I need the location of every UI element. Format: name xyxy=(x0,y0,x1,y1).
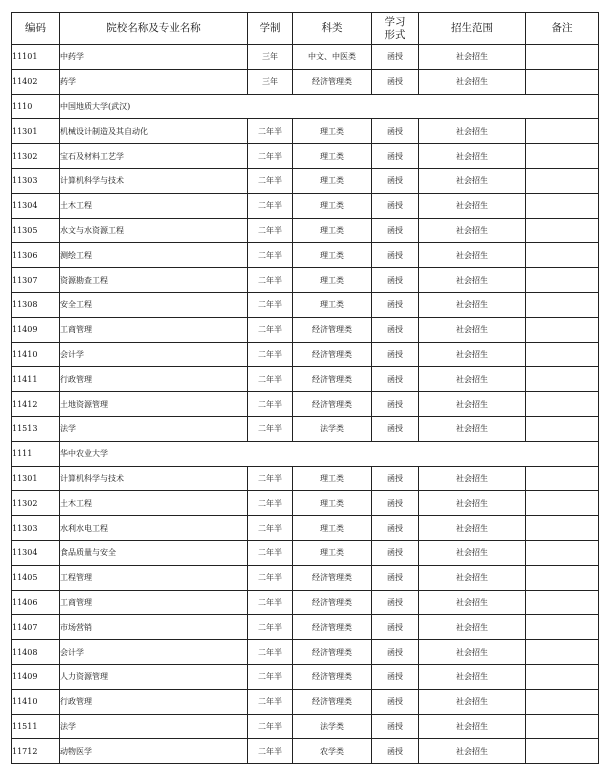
study-mode-cell: 函授 xyxy=(372,144,419,169)
table-row xyxy=(12,416,599,441)
major-code: 11409 xyxy=(12,317,60,342)
major-code: 11412 xyxy=(12,392,60,417)
category-cell: 理工类 xyxy=(293,193,372,218)
major-code: 11302 xyxy=(12,144,60,169)
major-code: 11303 xyxy=(12,168,60,193)
major-name: 土木工程 xyxy=(60,193,248,218)
duration-cell: 三年 xyxy=(248,69,293,94)
major-code: 11406 xyxy=(12,590,60,615)
scope-cell: 社会招生 xyxy=(419,590,526,615)
table-row xyxy=(12,664,599,689)
major-name: 行政管理 xyxy=(60,367,248,392)
remarks-cell xyxy=(526,218,599,243)
major-name: 会计学 xyxy=(60,342,248,367)
scope-cell: 社会招生 xyxy=(419,416,526,441)
study-mode-cell: 函授 xyxy=(372,243,419,268)
major-name: 法学 xyxy=(60,714,248,739)
table-row xyxy=(12,615,599,640)
study-mode-cell: 函授 xyxy=(372,664,419,689)
major-name: 计算机科学与技术 xyxy=(60,168,248,193)
major-code: 11305 xyxy=(12,218,60,243)
scope-cell: 社会招生 xyxy=(419,144,526,169)
header-code: 编码 xyxy=(12,13,60,45)
scope-cell: 社会招生 xyxy=(419,714,526,739)
remarks-cell xyxy=(526,392,599,417)
study-mode-cell: 函授 xyxy=(372,168,419,193)
study-mode-cell: 函授 xyxy=(372,119,419,144)
table-row xyxy=(12,317,599,342)
table-row xyxy=(12,565,599,590)
category-cell: 农学类 xyxy=(293,739,372,764)
duration-cell: 二年半 xyxy=(248,689,293,714)
remarks-cell xyxy=(526,292,599,317)
table-row xyxy=(12,739,599,764)
scope-cell: 社会招生 xyxy=(419,615,526,640)
remarks-cell xyxy=(526,119,599,144)
major-code: 11306 xyxy=(12,243,60,268)
duration-cell: 二年半 xyxy=(248,243,293,268)
major-name: 水文与水资源工程 xyxy=(60,218,248,243)
table-row xyxy=(12,689,599,714)
category-cell: 理工类 xyxy=(293,144,372,169)
duration-cell: 二年半 xyxy=(248,367,293,392)
scope-cell: 社会招生 xyxy=(419,516,526,541)
study-mode-cell: 函授 xyxy=(372,392,419,417)
study-mode-cell: 函授 xyxy=(372,416,419,441)
category-cell: 经济管理类 xyxy=(293,664,372,689)
major-code: 11303 xyxy=(12,516,60,541)
category-cell: 理工类 xyxy=(293,466,372,491)
table-row xyxy=(12,168,599,193)
major-code: 11513 xyxy=(12,416,60,441)
scope-cell: 社会招生 xyxy=(419,317,526,342)
scope-cell: 社会招生 xyxy=(419,45,526,70)
header-remarks: 备注 xyxy=(526,13,599,45)
remarks-cell xyxy=(526,416,599,441)
major-code: 11405 xyxy=(12,565,60,590)
table-row xyxy=(12,69,599,94)
remarks-cell xyxy=(526,516,599,541)
duration-cell: 二年半 xyxy=(248,193,293,218)
header-duration: 学制 xyxy=(248,13,293,45)
major-code: 11411 xyxy=(12,367,60,392)
remarks-cell xyxy=(526,144,599,169)
scope-cell: 社会招生 xyxy=(419,466,526,491)
table-row xyxy=(12,466,599,491)
major-name: 机械设计制造及其自动化 xyxy=(60,119,248,144)
major-name: 会计学 xyxy=(60,640,248,665)
remarks-cell xyxy=(526,689,599,714)
study-mode-cell: 函授 xyxy=(372,739,419,764)
header-study-mode-line2: 形式 xyxy=(384,28,406,41)
major-name: 计算机科学与技术 xyxy=(60,466,248,491)
table-row xyxy=(12,292,599,317)
category-cell: 理工类 xyxy=(293,119,372,144)
major-name: 法学 xyxy=(60,416,248,441)
duration-cell: 二年半 xyxy=(248,466,293,491)
study-mode-cell: 函授 xyxy=(372,268,419,293)
institution-row xyxy=(12,441,599,466)
table-row xyxy=(12,218,599,243)
study-mode-cell: 函授 xyxy=(372,540,419,565)
major-name: 土木工程 xyxy=(60,491,248,516)
major-code: 11307 xyxy=(12,268,60,293)
remarks-cell xyxy=(526,714,599,739)
duration-cell: 二年半 xyxy=(248,664,293,689)
category-cell: 理工类 xyxy=(293,540,372,565)
category-cell: 法学类 xyxy=(293,416,372,441)
major-name: 测绘工程 xyxy=(60,243,248,268)
scope-cell: 社会招生 xyxy=(419,69,526,94)
remarks-cell xyxy=(526,342,599,367)
major-code: 11308 xyxy=(12,292,60,317)
duration-cell: 二年半 xyxy=(248,268,293,293)
remarks-cell xyxy=(526,317,599,342)
institution-name: 华中农业大学 xyxy=(60,441,599,466)
study-mode-cell: 函授 xyxy=(372,466,419,491)
duration-cell: 二年半 xyxy=(248,714,293,739)
remarks-cell xyxy=(526,491,599,516)
major-code: 11410 xyxy=(12,689,60,714)
major-name: 食品质量与安全 xyxy=(60,540,248,565)
duration-cell: 二年半 xyxy=(248,516,293,541)
study-mode-cell: 函授 xyxy=(372,292,419,317)
table-row xyxy=(12,119,599,144)
duration-cell: 二年半 xyxy=(248,590,293,615)
category-cell: 经济管理类 xyxy=(293,367,372,392)
duration-cell: 二年半 xyxy=(248,317,293,342)
major-name: 中药学 xyxy=(60,45,248,70)
category-cell: 理工类 xyxy=(293,268,372,293)
category-cell: 经济管理类 xyxy=(293,590,372,615)
scope-cell: 社会招生 xyxy=(419,268,526,293)
study-mode-cell: 函授 xyxy=(372,714,419,739)
duration-cell: 二年半 xyxy=(248,416,293,441)
scope-cell: 社会招生 xyxy=(419,168,526,193)
major-name: 工商管理 xyxy=(60,317,248,342)
table-row xyxy=(12,144,599,169)
duration-cell: 三年 xyxy=(248,45,293,70)
remarks-cell xyxy=(526,69,599,94)
category-cell: 理工类 xyxy=(293,516,372,541)
duration-cell: 二年半 xyxy=(248,342,293,367)
duration-cell: 二年半 xyxy=(248,739,293,764)
category-cell: 经济管理类 xyxy=(293,392,372,417)
duration-cell: 二年半 xyxy=(248,615,293,640)
institution-name: 中国地质大学(武汉) xyxy=(60,94,599,119)
table-row xyxy=(12,491,599,516)
category-cell: 中文、中医类 xyxy=(293,45,372,70)
study-mode-cell: 函授 xyxy=(372,565,419,590)
study-mode-cell: 函授 xyxy=(372,342,419,367)
major-name: 宝石及材料工艺学 xyxy=(60,144,248,169)
institution-code: 1110 xyxy=(12,94,60,119)
table-row xyxy=(12,590,599,615)
remarks-cell xyxy=(526,45,599,70)
scope-cell: 社会招生 xyxy=(419,119,526,144)
category-cell: 理工类 xyxy=(293,218,372,243)
major-code: 11301 xyxy=(12,119,60,144)
study-mode-cell: 函授 xyxy=(372,69,419,94)
remarks-cell xyxy=(526,168,599,193)
table-row xyxy=(12,516,599,541)
table-row xyxy=(12,193,599,218)
header-category: 科类 xyxy=(293,13,372,45)
scope-cell: 社会招生 xyxy=(419,218,526,243)
remarks-cell xyxy=(526,540,599,565)
category-cell: 经济管理类 xyxy=(293,640,372,665)
scope-cell: 社会招生 xyxy=(419,739,526,764)
major-code: 11304 xyxy=(12,540,60,565)
table-row xyxy=(12,243,599,268)
header-study-mode xyxy=(372,13,419,45)
category-cell: 经济管理类 xyxy=(293,615,372,640)
institution-row xyxy=(12,94,599,119)
major-code: 11301 xyxy=(12,466,60,491)
duration-cell: 二年半 xyxy=(248,168,293,193)
category-cell: 经济管理类 xyxy=(293,317,372,342)
major-name: 资源勘查工程 xyxy=(60,268,248,293)
duration-cell: 二年半 xyxy=(248,540,293,565)
remarks-cell xyxy=(526,268,599,293)
study-mode-cell: 函授 xyxy=(372,590,419,615)
remarks-cell xyxy=(526,615,599,640)
table-row xyxy=(12,342,599,367)
duration-cell: 二年半 xyxy=(248,292,293,317)
duration-cell: 二年半 xyxy=(248,565,293,590)
duration-cell: 二年半 xyxy=(248,218,293,243)
major-name: 动物医学 xyxy=(60,739,248,764)
category-cell: 理工类 xyxy=(293,491,372,516)
study-mode-cell: 函授 xyxy=(372,491,419,516)
major-name: 安全工程 xyxy=(60,292,248,317)
scope-cell: 社会招生 xyxy=(419,640,526,665)
enrollment-table xyxy=(11,12,599,764)
major-name: 水利水电工程 xyxy=(60,516,248,541)
major-code: 11712 xyxy=(12,739,60,764)
category-cell: 法学类 xyxy=(293,714,372,739)
major-code: 11511 xyxy=(12,714,60,739)
scope-cell: 社会招生 xyxy=(419,392,526,417)
major-code: 11410 xyxy=(12,342,60,367)
table-row xyxy=(12,45,599,70)
category-cell: 经济管理类 xyxy=(293,69,372,94)
duration-cell: 二年半 xyxy=(248,491,293,516)
header-name: 院校名称及专业名称 xyxy=(60,13,248,45)
category-cell: 理工类 xyxy=(293,292,372,317)
major-name: 工商管理 xyxy=(60,590,248,615)
header-row xyxy=(12,13,599,45)
table-row xyxy=(12,640,599,665)
scope-cell: 社会招生 xyxy=(419,367,526,392)
institution-code: 1111 xyxy=(12,441,60,466)
duration-cell: 二年半 xyxy=(248,392,293,417)
scope-cell: 社会招生 xyxy=(419,243,526,268)
scope-cell: 社会招生 xyxy=(419,491,526,516)
major-code: 11407 xyxy=(12,615,60,640)
scope-cell: 社会招生 xyxy=(419,664,526,689)
remarks-cell xyxy=(526,466,599,491)
duration-cell: 二年半 xyxy=(248,119,293,144)
major-name: 行政管理 xyxy=(60,689,248,714)
scope-cell: 社会招生 xyxy=(419,193,526,218)
scope-cell: 社会招生 xyxy=(419,342,526,367)
remarks-cell xyxy=(526,590,599,615)
study-mode-cell: 函授 xyxy=(372,516,419,541)
category-cell: 经济管理类 xyxy=(293,342,372,367)
table-row xyxy=(12,714,599,739)
major-code: 11304 xyxy=(12,193,60,218)
category-cell: 理工类 xyxy=(293,168,372,193)
scope-cell: 社会招生 xyxy=(419,565,526,590)
table-row xyxy=(12,367,599,392)
header-scope: 招生范围 xyxy=(419,13,526,45)
study-mode-cell: 函授 xyxy=(372,45,419,70)
major-name: 人力资源管理 xyxy=(60,664,248,689)
study-mode-cell: 函授 xyxy=(372,640,419,665)
remarks-cell xyxy=(526,565,599,590)
duration-cell: 二年半 xyxy=(248,144,293,169)
table-row xyxy=(12,540,599,565)
major-code: 11302 xyxy=(12,491,60,516)
remarks-cell xyxy=(526,664,599,689)
study-mode-cell: 函授 xyxy=(372,193,419,218)
remarks-cell xyxy=(526,367,599,392)
category-cell: 经济管理类 xyxy=(293,565,372,590)
scope-cell: 社会招生 xyxy=(419,540,526,565)
study-mode-cell: 函授 xyxy=(372,218,419,243)
duration-cell: 二年半 xyxy=(248,640,293,665)
table-body xyxy=(12,45,599,764)
study-mode-cell: 函授 xyxy=(372,615,419,640)
table-row xyxy=(12,392,599,417)
remarks-cell xyxy=(526,243,599,268)
table-row xyxy=(12,268,599,293)
major-name: 药学 xyxy=(60,69,248,94)
major-name: 土地资源管理 xyxy=(60,392,248,417)
category-cell: 理工类 xyxy=(293,243,372,268)
category-cell: 经济管理类 xyxy=(293,689,372,714)
study-mode-cell: 函授 xyxy=(372,689,419,714)
major-name: 工程管理 xyxy=(60,565,248,590)
remarks-cell xyxy=(526,193,599,218)
major-code: 11408 xyxy=(12,640,60,665)
major-code: 11402 xyxy=(12,69,60,94)
scope-cell: 社会招生 xyxy=(419,292,526,317)
major-code: 11101 xyxy=(12,45,60,70)
remarks-cell xyxy=(526,739,599,764)
major-name: 市场营销 xyxy=(60,615,248,640)
study-mode-cell: 函授 xyxy=(372,367,419,392)
header-study-mode-line1: 学习 xyxy=(384,15,406,28)
scope-cell: 社会招生 xyxy=(419,689,526,714)
remarks-cell xyxy=(526,640,599,665)
major-code: 11409 xyxy=(12,664,60,689)
study-mode-cell: 函授 xyxy=(372,317,419,342)
